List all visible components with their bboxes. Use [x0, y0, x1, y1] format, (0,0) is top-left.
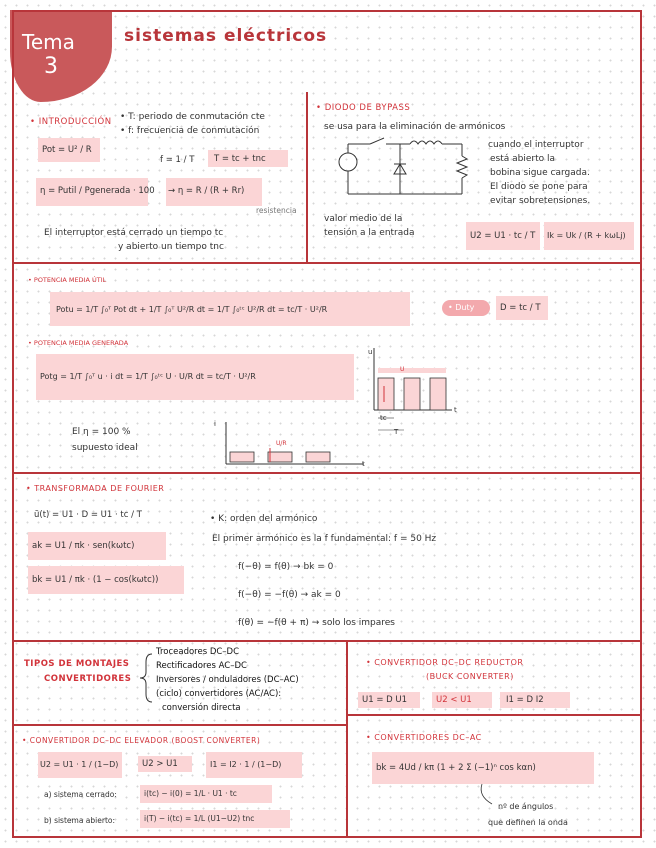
boost-b-formula: i(T) − i(tc) = 1/L (U1−U2) tnc [144, 814, 255, 823]
symmetry-3: f(θ) = −f(θ + π) → solo los impares [238, 618, 395, 628]
buck-formula-1: U1 = D U1 [362, 695, 408, 705]
axis-t-label: t [454, 406, 457, 414]
gen-formula: Potg = 1/T ∫₀ᵀ u · i dt = 1/T ∫₀ᵗᶜ U · U/R dt = tc/T · U²/R [40, 372, 256, 381]
montaje-item: Inversores / onduladores (DC–AC) [156, 675, 299, 685]
eta-note: El η = 100 % [72, 427, 131, 437]
duty-label: • Duty [448, 303, 475, 312]
uR-label: U/R [276, 440, 287, 447]
intro-bullet-f: • f: frecuencia de conmutación [120, 126, 260, 136]
buck-formula-3: I1 = D I2 [506, 695, 544, 705]
fourier-bk: bk = U1 / πk · (1 − cos(kωtc)) [32, 575, 159, 585]
montaje-item: Rectificadores AC–DC [156, 661, 247, 671]
boost-b-label: b) sistema abierto: [44, 816, 116, 825]
boost-formula-1: U2 = U1 · 1 / (1−D) [40, 760, 119, 769]
montajes-label-1: TIPOS DE MONTAJES [24, 659, 130, 669]
u2-formula: U2 = U1 · tc / T [470, 231, 536, 241]
util-formula: Potu = 1/T ∫₀ᵀ Pot dt + 1/T ∫₀ᵀ U²/R dt = 1/T ∫₀ᵗᶜ U²/R dt = tc/T · U²/R [56, 305, 328, 314]
buck-subtitle: (BUCK CONVERTER) [426, 672, 514, 681]
ik-formula: Ik = Uk / (R + kωLj) [547, 231, 626, 240]
bypass-note-5: evitar sobretensiones. [490, 196, 591, 206]
bypass-subtitle: se usa para la eliminación de armónicos [324, 122, 506, 132]
dcac-note-1: nº de ángulos [498, 802, 554, 811]
intro-heading: • INTRODUCCIÓN [30, 117, 112, 127]
boost-formula-2: U2 > U1 [142, 759, 178, 769]
k-note: • K: orden del armónico [210, 514, 318, 524]
axis-u-label: u [368, 348, 373, 356]
t-formula: T = tc + tnc [214, 154, 266, 164]
bypass-heading: • DIODO DE BYPASS [316, 103, 411, 113]
dcac-formula: bk = 4Ud / kπ (1 + 2 Σ (−1)ⁿ cos kαn) [376, 763, 536, 773]
boost-formula-3: I1 = I2 · 1 / (1−D) [210, 760, 282, 769]
gen-heading: • POTENCIA MEDIA GENERADA [28, 339, 129, 347]
divider [346, 714, 642, 716]
pot-formula: Pot = U² / R [42, 145, 92, 155]
bypass-circuit-diagram [330, 136, 470, 206]
symmetry-2: f(−θ) = −f(θ) → ak = 0 [238, 590, 341, 600]
axis-i-label: i [214, 420, 216, 428]
buck-formula-2: U2 < U1 [436, 695, 472, 705]
divider [306, 92, 308, 264]
tema-word: Tema [22, 30, 75, 54]
bypass-mean-1: valor medio de la [324, 214, 403, 224]
arrow-icon [476, 782, 496, 808]
boost-heading: • CONVERTIDOR DC–DC ELEVADOR (BOOST CONVERTER) [22, 736, 261, 745]
bypass-note-1: cuando el interruptor [488, 140, 584, 150]
ideal-note: supuesto ideal [72, 443, 138, 453]
duty-formula: D = tc / T [500, 303, 541, 313]
axis-t-label: t [362, 460, 365, 468]
dcac-note-2: que definen la onda [488, 818, 568, 827]
U-label: U [400, 366, 405, 373]
page-title: sistemas eléctricos [124, 26, 328, 46]
boost-a-label: a) sistema cerrado: [44, 790, 117, 799]
boost-a-formula: i(tc) − i(0) = 1/L · U1 · tc [144, 789, 237, 798]
fourier-mean: ū(t) = U1 · D = U1 · tc / T [34, 510, 142, 520]
bypass-note-3: bobina sigue cargada. [490, 168, 590, 178]
dcac-heading: • CONVERTIDORES DC–AC [366, 733, 482, 742]
fourier-ak: ak = U1 / πk · sen(kωtc) [32, 541, 135, 551]
montajes-label-2: CONVERTIDORES [44, 674, 132, 684]
montaje-item: (ciclo) convertidores (AC/AC): [156, 689, 282, 699]
tema-number: 3 [44, 54, 58, 79]
fourier-heading: • TRANSFORMADA DE FOURIER [26, 484, 165, 493]
symmetry-1: f(−θ) = f(θ) → bk = 0 [238, 562, 334, 572]
divider [12, 262, 642, 264]
bypass-note-4: El diodo se pone para [490, 182, 588, 192]
util-heading: • POTENCIA MEDIA ÚTIL [28, 276, 107, 284]
tc-label: tc [380, 414, 387, 422]
f-formula: f = 1 / T [160, 155, 195, 165]
intro-bullet-t: • T: periodo de conmutación cte [120, 112, 265, 122]
T-label: T [394, 428, 399, 436]
montaje-item: Troceadores DC–DC [156, 647, 240, 657]
bypass-mean-2: tensión a la entrada [324, 228, 415, 238]
switch-line-2: y abierto un tiempo tnc [118, 242, 224, 252]
bypass-note-2: está abierto la [490, 154, 556, 164]
current-waveform [220, 420, 370, 470]
montaje-item: conversión directa [162, 703, 241, 713]
switch-line-1: El interruptor está cerrado un tiempo tc [44, 228, 224, 238]
divider [12, 724, 348, 726]
brace-icon [138, 652, 156, 704]
divider [12, 640, 642, 642]
eta-formula: η = Putil / Pgenerada · 100 [40, 186, 155, 196]
divider [346, 640, 348, 838]
buck-heading: • CONVERTIDOR DC–DC REDUCTOR [366, 658, 524, 667]
first-harmonic: El primer armónico es la f fundamental: f = 50 Hz [212, 534, 437, 544]
eta-ratio: → η = R / (R + Rr) [168, 186, 245, 196]
resistance-note: resistencia [256, 206, 297, 215]
divider [12, 472, 642, 474]
